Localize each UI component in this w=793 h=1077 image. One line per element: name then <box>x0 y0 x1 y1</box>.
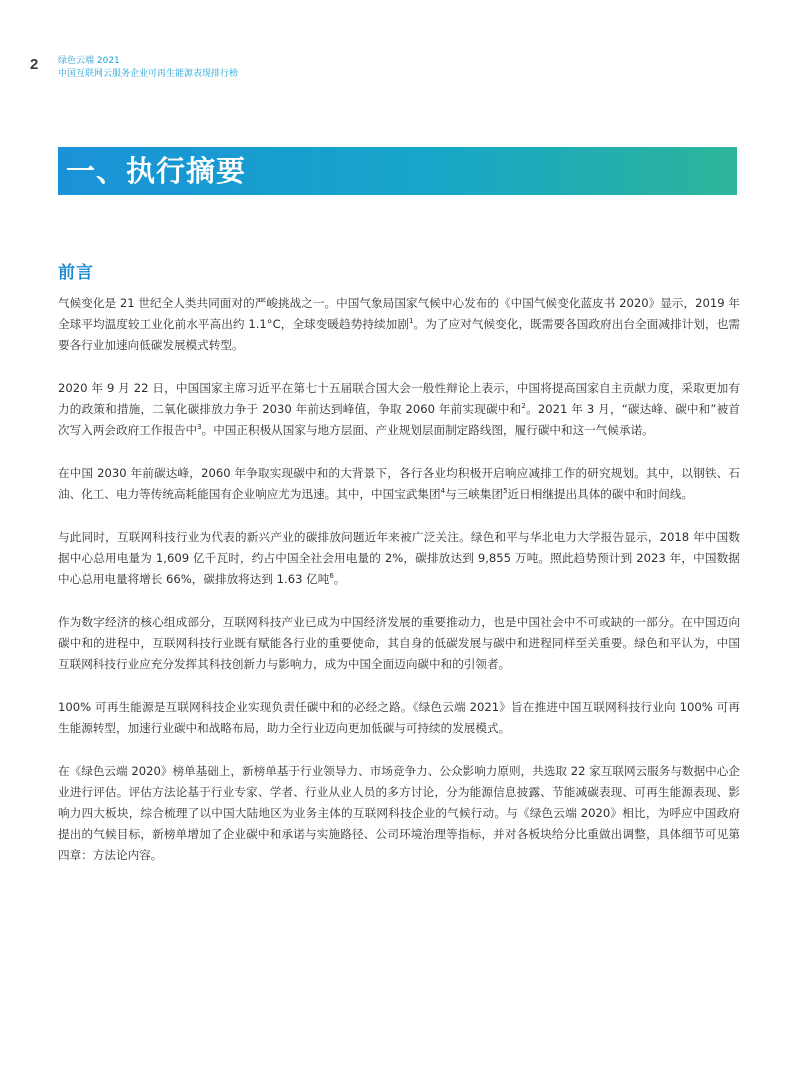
paragraph-text: 与三峡集团 <box>445 487 504 501</box>
chapter-banner <box>58 147 737 195</box>
paragraph-1 <box>58 293 740 356</box>
paragraph-text: 。 <box>333 572 346 586</box>
footnote-ref: 3 <box>197 423 202 432</box>
report-subtitle: 中国互联网云服务企业可再生能源表现排行榜 <box>58 69 239 79</box>
footnote-ref: 6 <box>329 572 334 581</box>
paragraph-2 <box>58 378 740 441</box>
paragraph-4 <box>58 527 740 590</box>
body-text <box>58 293 740 888</box>
paragraph-5 <box>58 612 740 675</box>
chapter-title: 一、执行摘要 <box>66 154 247 188</box>
footnote-ref: 1 <box>409 317 414 326</box>
paragraph-text: 100% 可再生能源是互联网科技企业实现负责任碳中和的必经之路。《绿色云端 2021》旨在推进中国互联网科技行业向 100% 可再生能源转型，加速行业碳中和战略布局，助力全行业迈向更加低碳与可持续的发展模式。 <box>58 700 740 735</box>
paragraph-7 <box>58 761 740 866</box>
paragraph-text: 近日相继提出具体的碳中和时间线。 <box>507 487 694 501</box>
paragraph-text: 。2021 年 3 月，“碳达峰、碳中和”被首次写入两会政府工作报告中 <box>58 402 740 437</box>
paragraph-text: 。中国正积极从国家与地方层面、产业规划层面制定路线图，履行碳中和这一气候承诺。 <box>201 423 654 437</box>
paragraph-text: 在中国 2030 年前碳达峰，2060 年争取实现碳中和的大背景下，各行各业均积极开启响应减排工作的研究规划。其中，以钢铁、石油、化工、电力等传统高耗能国有企业响应尤为迅速。其中，中国宝武集团 <box>58 466 740 501</box>
footnote-ref: 5 <box>503 487 508 496</box>
paragraph-text: 在《绿色云端 2020》榜单基础上，新榜单基于行业领导力、市场竞争力、公众影响力原则，共选取 22 家互联网云服务与数据中心企业进行评估。评估方法论基于行业专家、学者、行业从业人员的多方讨论，分为能源信息披露、节能减碳表现、可再生能源表现、影响力四大板块，综合梳理了以中国大陆地区为业务主体的互联网科技企业的气候行动。与《绿色云端 2020》相比，为呼应中国政府提出的气候目标，新榜单增加了企业碳中和承诺与实施路径、公司环境治理等指标，并对各板块给分比重做出调整，具体细节可见第四章：方法论内容。 <box>58 764 740 862</box>
paragraph-text: 。为了应对气候变化，既需要各国政府出台全面减排计划，也需要各行业加速向低碳发展模式转型。 <box>58 317 740 352</box>
paragraph-text: 气候变化是 21 世纪全人类共同面对的严峻挑战之一。中国气象局国家气候中心发布的《中国气候变化蓝皮书 2020》显示，2019 年全球平均温度较工业化前水平高出约 1.1°C，全球变暖趋势持续加剧 <box>58 296 740 331</box>
footnote-ref: 4 <box>440 487 446 496</box>
running-header <box>58 55 238 81</box>
paragraph-3 <box>58 463 740 505</box>
paragraph-text: 作为数字经济的核心组成部分，互联网科技产业已成为中国经济发展的重要推动力，也是中国社会中不可或缺的一部分。在中国迈向碳中和的进程中，互联网科技行业既有赋能各行业的重要使命，其自身的低碳发展与碳中和进程同样至关重要。绿色和平认为，中国互联网科技行业应充分发挥其科技创新力与影响力，成为中国全面迈向碳中和的引领者。 <box>58 615 740 671</box>
paragraph-text: 与此同时，互联网科技行业为代表的新兴产业的碳排放问题近年来被广泛关注。绿色和平与华北电力大学报告显示，2018 年中国数据中心总用电量为 1,609 亿千瓦时，约占中国全社会用电量的 2%，碳排放达到 9,855 万吨。照此趋势预计到 2023 年，中国数据中心总用电量将增长 66%，碳排放将达到 1.63 亿吨 <box>58 530 740 586</box>
section-heading: 前言 <box>58 263 94 283</box>
paragraph-text: 2020 年 9 月 22 日，中国国家主席习近平在第七十五届联合国大会一般性辩论上表示，中国将提高国家自主贡献力度，采取更加有力的政策和措施，二氧化碳排放力争于 2030 年前达到峰值，争取 2060 年前实现碳中和 <box>58 381 740 416</box>
page-number: 2 <box>30 56 39 73</box>
paragraph-6 <box>58 697 740 739</box>
report-title: 绿色云端 2021 <box>58 56 120 66</box>
footnote-ref: 2 <box>521 402 526 411</box>
